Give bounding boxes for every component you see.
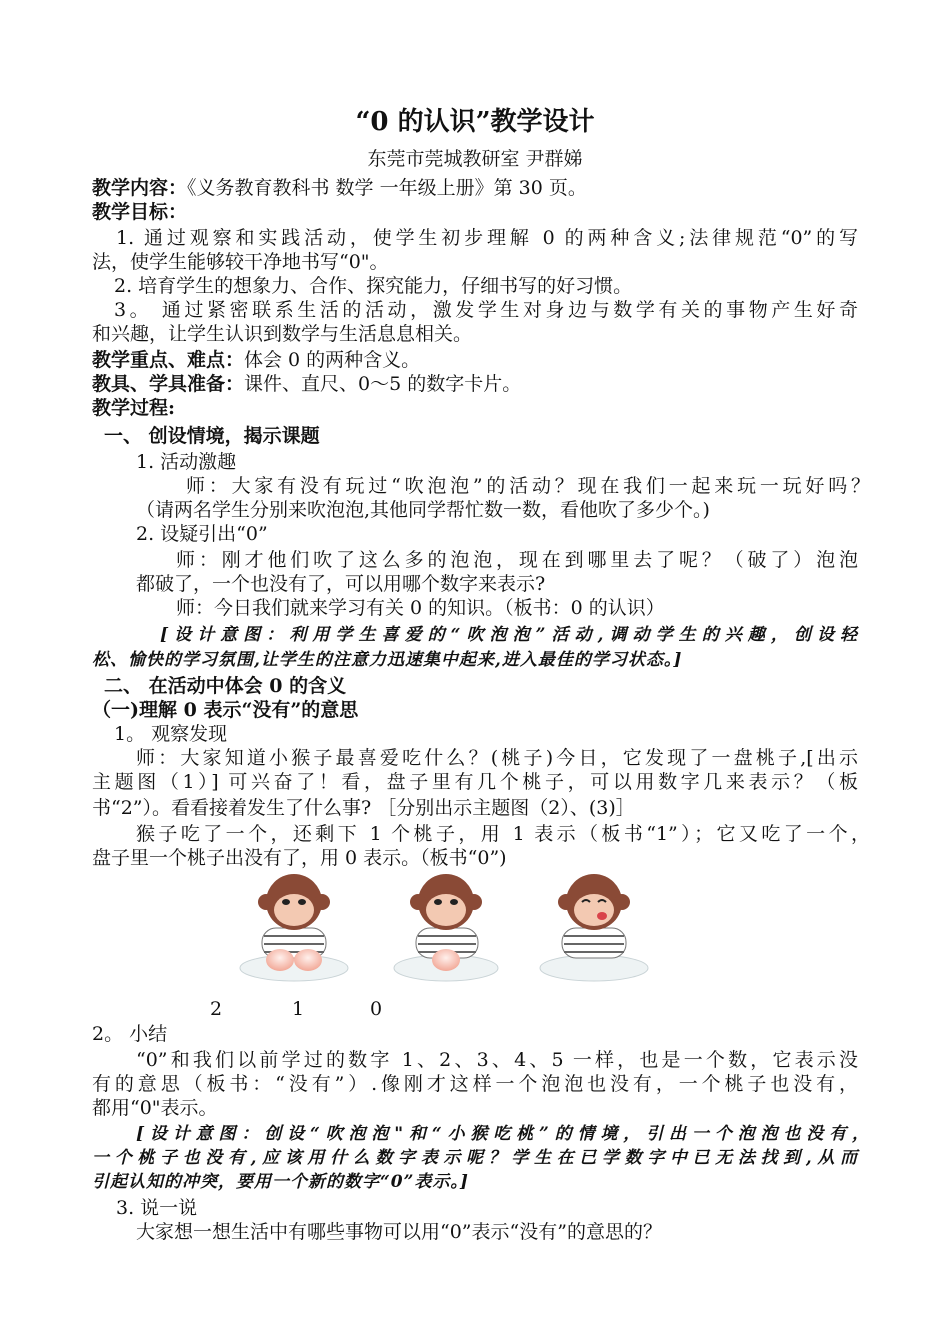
section1-item1: 1. 活动激趣 [136, 451, 237, 473]
design-note2-line-c: 引起认知的冲突，要用一个新的数字“0”表示。] [92, 1172, 469, 1192]
key-text: 体会 0 的两种含义。 [244, 349, 421, 371]
content-text: 《义务教育教科书 数学 一年级上册》第 30 页。 [187, 177, 587, 199]
content-label: 教学内容： [92, 177, 188, 199]
goal1-line-a: 1. 通过观察和实践活动，使学生初步理解 0 的两种含义;法律规范“0”的写 [116, 227, 858, 249]
tools-line [92, 372, 858, 396]
section2-item1-para5: 盘子里一个桃子出没有了，用 0 表示。（板书“0”) [92, 847, 507, 869]
goal1-line-b: 法，使学生能够较干净地书写“0"。 [92, 251, 389, 273]
section2-item2: 2。 小结 [92, 1023, 168, 1045]
section2-item1-para4: 猴子吃了一个，还剩下 1 个桃子，用 1 表示（板书“1”）；它又吃了一个， [136, 823, 870, 845]
design-note1-line-a: [设计意图：利用学生喜爱的“吹泡泡”活动,调动学生的兴趣，创设轻 [160, 625, 858, 645]
section2-item2-para1: “0”和我们以前学过的数字 1、2、3、4、5 一样，也是一个数，它表示没 [136, 1049, 858, 1071]
section2-item1-para1: 师：大家知道小猴子最喜爱吃什么？(桃子)今日，它发现了一盘桃子,[出示 [136, 747, 858, 769]
section1-item2: 2. 设疑引出“0” [136, 523, 268, 545]
section2-item2-para3: 都用“0"表示。 [92, 1097, 218, 1119]
goal3-line-b: 和兴趣，让学生认识到数学与生活息息相关。 [92, 323, 473, 345]
monkey-figure-1 [240, 874, 348, 981]
author-line: 东莞市莞城教研室 尹群娣 [367, 148, 583, 170]
subsection1-heading: （一)理解 0 表示“没有”的意思 [92, 699, 359, 721]
design-note1-line-b: 松、愉快的学习氛围,让学生的注意力迅速集中起来,进入最佳的学习状态。] [92, 650, 683, 670]
design-note2-line-b: 一个桃子也没有,应该用什么数字表示呢？学生在已学数字中已无法找到,从而 [92, 1148, 858, 1168]
monkey-peach-illustration [232, 872, 664, 992]
goal2-line: 2. 培育学生的想象力、合作、探究能力，仔细书写的好习惯。 [114, 275, 633, 297]
document-title: “0 的认识”教学设计 [355, 107, 595, 137]
figure-label-0: 0 [370, 998, 383, 1020]
content-line [92, 176, 858, 200]
goal3-line-a: 3。 通过紧密联系生活的活动，激发学生对身边与数学有关的事物产生好奇 [114, 299, 858, 321]
monkey-figure-2 [394, 874, 498, 981]
section2-heading: 二、 在活动中体会 0 的含义 [104, 675, 347, 697]
goals-label: 教学目标： [92, 201, 188, 223]
section2-item1: 1。 观察发现 [114, 723, 228, 745]
section1-heading: 一、 创设情境，揭示课题 [104, 425, 320, 447]
key-label: 教学重点、难点： [92, 349, 245, 371]
section1-item1-para2: （请两名学生分别来吹泡泡,其他同学帮忙数一数，看他吹了多少个。) [136, 499, 710, 521]
key-line [92, 348, 858, 372]
section1-item2-para1: 师：刚才他们吹了这么多的泡泡，现在到哪里去了呢？（破了）泡泡 [176, 549, 858, 571]
process-label: 教学过程: [92, 397, 176, 419]
tools-text: 课件、直尺、0～5 的数字卡片。 [244, 373, 522, 395]
section2-item1-para3: 书“2”）。看看接着发生了什么事? ［分别出示主题图（2）、(3)］ [92, 797, 635, 819]
figure-label-2: 2 [210, 998, 223, 1020]
section2-item2-para2: 有的意思（板书：“没有”）.像刚才这样一个泡泡也没有，一个桃子也没有， [92, 1073, 858, 1095]
section2-item3-para1: 大家想一想生活中有哪些事物可以用“0”表示“没有”的意思的？ [136, 1221, 662, 1243]
section2-item3: 3. 说一说 [116, 1197, 198, 1219]
design-note2-line-a: [设计意图：创设“吹泡泡"和“小猴吃桃”的情境，引出一个泡泡也没有， [136, 1124, 870, 1144]
section1-item2-para2: 都破了，一个也没有了，可以用哪个数字来表示? [136, 573, 546, 595]
section2-item1-para2: 主题图（1）] 可兴奋了！看，盘子里有几个桃子，可以用数字几来表示？（板 [92, 771, 858, 793]
section1-item2-para3: 师：今日我们就来学习有关 0 的知识。（板书：0 的认识） [176, 597, 665, 619]
monkey-figure-3 [540, 874, 648, 981]
figure-label-1: 1 [292, 998, 305, 1020]
section1-item1-para1: 师：大家有没有玩过“吹泡泡”的活动？现在我们一起来玩一玩好吗？ [186, 475, 870, 497]
tools-label: 教具、学具准备： [92, 373, 245, 395]
